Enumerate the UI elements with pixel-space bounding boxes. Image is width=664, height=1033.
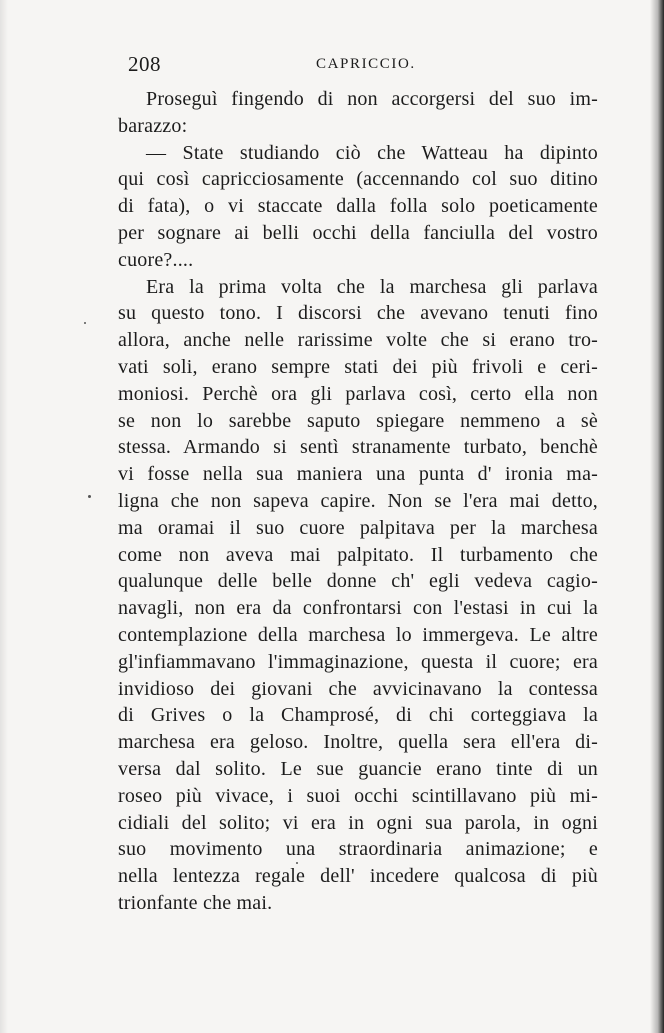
text-line: cidiali del solito; vi era in ogni sua parola, in ogni (118, 811, 598, 834)
text-line: Proseguì fingendo di non accorgersi del suo im- (146, 88, 598, 110)
text-line: allora, anche nelle rarissime volte che si erano tro- (118, 329, 598, 352)
text-line: vati soli, erano sempre stati dei più frivoli e ceri- (118, 355, 598, 378)
text-line: per sognare ai belli occhi della fanciulla del vostro (118, 221, 598, 244)
text-line: navagli, non era da confrontarsi con l'estasi in cui la (118, 597, 598, 620)
text-line: invidioso dei giovani che avvicinavano la contessa (118, 677, 598, 700)
text-line: marchesa era geloso. Inoltre, quella sera ell'era di- (118, 731, 598, 754)
text-line: nella lentezza regale dell' incedere qualcosa di più (118, 865, 598, 888)
text-line: suo movimento una straordinaria animazione; e (118, 838, 598, 861)
text-line: qui così capricciosamente (accennando col suo ditino (118, 168, 598, 191)
text-line: moniosi. Perchè ora gli parlava così, certo ella non (118, 382, 598, 405)
text-line: di fata), o vi staccate dalla folla solo poeticamente (118, 195, 598, 218)
text-line: stessa. Armando si sentì stranamente turbato, benchè (118, 436, 598, 459)
text-line: barazzo: (118, 114, 188, 137)
text-line: come non aveva mai palpitato. Il turbamento che (118, 543, 598, 566)
text-line: gl'infiammavano l'immaginazione, questa il cuore; era (118, 650, 598, 673)
text-line: su questo tono. I discorsi che avevano tenuti fino (118, 302, 598, 325)
text-line: cuore?.... (118, 248, 194, 271)
text-line: ma oramai il suo cuore palpitava per la marchesa (118, 516, 598, 539)
text-line: Era la prima volta che la marchesa gli parlava (146, 275, 598, 298)
text-line: roseo più vivace, i suoi occhi scintillavano più mi- (118, 784, 598, 807)
page-left-edge (0, 0, 8, 1033)
text-line: vi fosse nella sua maniera una punta d' ironia ma- (118, 463, 598, 486)
paper-speck (88, 495, 91, 498)
page-spine-shadow (650, 0, 664, 1033)
running-head (128, 52, 598, 82)
text-line: se non lo sarebbe saputo spiegare nemmeno a sè (118, 409, 598, 432)
text-line: contemplazione della marchesa lo immergeva. Le altre (118, 623, 598, 646)
text-line: — State studiando ciò che Watteau ha dipinto (146, 141, 598, 164)
text-line: trionfante che mai. (118, 891, 273, 914)
text-line: versa dal solito. Le sue guancie erano tinte di un (118, 757, 598, 780)
body-text (118, 86, 598, 917)
text-line: ligna che non sapeva capire. Non se l'era mai detto, (118, 489, 598, 512)
running-title: CAPRICCIO. (316, 56, 416, 72)
paper-speck (84, 322, 86, 324)
text-line: qualunque delle belle donne ch' egli vedeva cagio- (118, 570, 598, 593)
page-number: 208 (128, 52, 161, 76)
text-line: di Grives o la Champrosé, di chi corteggiava la (118, 704, 598, 727)
paper-speck (296, 862, 298, 864)
